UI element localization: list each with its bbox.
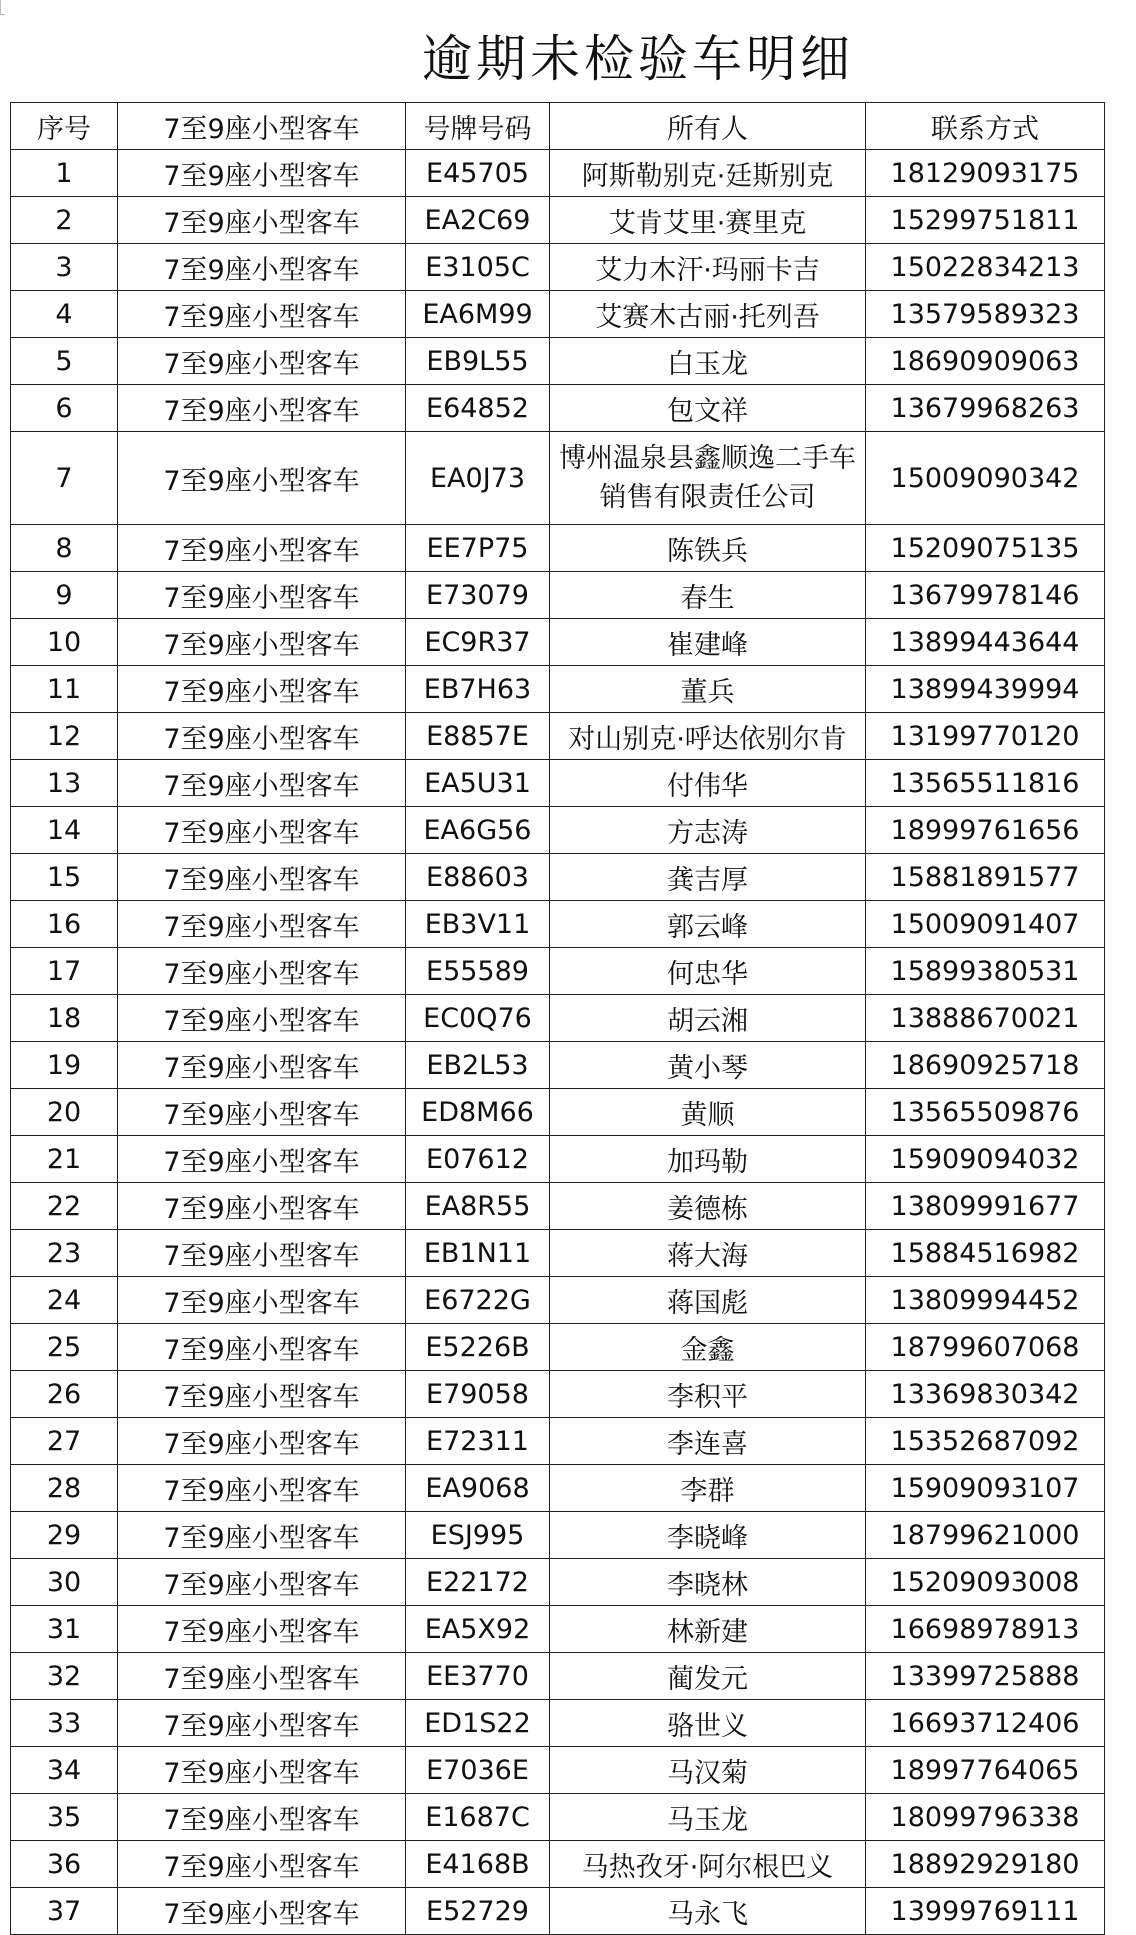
cell-owner: 黄顺 xyxy=(550,1089,866,1136)
cell-plate-number: E5226B xyxy=(406,1324,550,1371)
cell-phone: 18129093175 xyxy=(866,150,1105,197)
cell-phone: 13809991677 xyxy=(866,1183,1105,1230)
cell-vehicle-type: 7至9座小型客车 xyxy=(118,1841,406,1888)
cell-index: 34 xyxy=(11,1747,118,1794)
table-row xyxy=(11,1841,1105,1888)
cell-owner: 蒋大海 xyxy=(550,1230,866,1277)
cell-plate-number: E22172 xyxy=(406,1559,550,1606)
table-row xyxy=(11,1230,1105,1277)
cell-phone: 13679978146 xyxy=(866,572,1105,619)
cell-plate-number: E64852 xyxy=(406,385,550,432)
cell-vehicle-type: 7至9座小型客车 xyxy=(118,338,406,385)
cell-plate-number: EA5X92 xyxy=(406,1606,550,1653)
cell-index: 21 xyxy=(11,1136,118,1183)
cell-vehicle-type: 7至9座小型客车 xyxy=(118,1418,406,1465)
cell-index: 12 xyxy=(11,713,118,760)
header-owner: 所有人 xyxy=(550,103,866,150)
cell-vehicle-type: 7至9座小型客车 xyxy=(118,1324,406,1371)
cell-phone: 15909094032 xyxy=(866,1136,1105,1183)
cell-phone: 13899439994 xyxy=(866,666,1105,713)
cell-vehicle-type: 7至9座小型客车 xyxy=(118,150,406,197)
header-type: 7至9座小型客车 xyxy=(118,103,406,150)
cell-index: 22 xyxy=(11,1183,118,1230)
cell-owner: 阿斯勒别克·廷斯别克 xyxy=(550,150,866,197)
cell-vehicle-type: 7至9座小型客车 xyxy=(118,1606,406,1653)
table-row xyxy=(11,1794,1105,1841)
cell-vehicle-type: 7至9座小型客车 xyxy=(118,1653,406,1700)
cell-phone: 18799607068 xyxy=(866,1324,1105,1371)
cell-plate-number: E8857E xyxy=(406,713,550,760)
cell-plate-number: EE7P75 xyxy=(406,525,550,572)
cell-phone: 13999769111 xyxy=(866,1888,1105,1935)
table-row xyxy=(11,1371,1105,1418)
cell-phone: 15009091407 xyxy=(866,901,1105,948)
cell-phone: 15209075135 xyxy=(866,525,1105,572)
cell-vehicle-type: 7至9座小型客车 xyxy=(118,1136,406,1183)
cell-index: 9 xyxy=(11,572,118,619)
cell-vehicle-type: 7至9座小型客车 xyxy=(118,1089,406,1136)
cell-owner: 马热孜牙·阿尔根巴义 xyxy=(550,1841,866,1888)
cell-phone: 13399725888 xyxy=(866,1653,1105,1700)
cell-phone: 18690909063 xyxy=(866,338,1105,385)
cell-owner: 马玉龙 xyxy=(550,1794,866,1841)
table-row xyxy=(11,1559,1105,1606)
table-body xyxy=(11,150,1105,1935)
cell-owner: 董兵 xyxy=(550,666,866,713)
cell-index: 26 xyxy=(11,1371,118,1418)
table-row xyxy=(11,1277,1105,1324)
cell-plate-number: E1687C xyxy=(406,1794,550,1841)
cell-owner: 陈铁兵 xyxy=(550,525,866,572)
table-row xyxy=(11,1136,1105,1183)
table-row xyxy=(11,150,1105,197)
table-row xyxy=(11,197,1105,244)
cell-owner: 骆世义 xyxy=(550,1700,866,1747)
table-row xyxy=(11,1089,1105,1136)
table-row xyxy=(11,338,1105,385)
cell-index: 20 xyxy=(11,1089,118,1136)
cell-index: 37 xyxy=(11,1888,118,1935)
cell-index: 13 xyxy=(11,760,118,807)
cell-phone: 15299751811 xyxy=(866,197,1105,244)
cell-owner: 艾肯艾里·赛里克 xyxy=(550,197,866,244)
cell-phone: 18892929180 xyxy=(866,1841,1105,1888)
cell-plate-number: EA2C69 xyxy=(406,197,550,244)
cell-phone: 13899443644 xyxy=(866,619,1105,666)
cell-vehicle-type: 7至9座小型客车 xyxy=(118,1277,406,1324)
cell-index: 30 xyxy=(11,1559,118,1606)
cell-phone: 16698978913 xyxy=(866,1606,1105,1653)
cell-vehicle-type: 7至9座小型客车 xyxy=(118,1465,406,1512)
table-row xyxy=(11,619,1105,666)
cell-owner: 李群 xyxy=(550,1465,866,1512)
cell-index: 3 xyxy=(11,244,118,291)
cell-owner: 李晓峰 xyxy=(550,1512,866,1559)
cell-vehicle-type: 7至9座小型客车 xyxy=(118,995,406,1042)
cell-plate-number: E7036E xyxy=(406,1747,550,1794)
header-phone: 联系方式 xyxy=(866,103,1105,150)
cell-vehicle-type: 7至9座小型客车 xyxy=(118,432,406,525)
cell-vehicle-type: 7至9座小型客车 xyxy=(118,1371,406,1418)
cell-owner: 何忠华 xyxy=(550,948,866,995)
cell-owner: 艾赛木古丽·托列吾 xyxy=(550,291,866,338)
cell-index: 27 xyxy=(11,1418,118,1465)
cell-vehicle-type: 7至9座小型客车 xyxy=(118,197,406,244)
cell-index: 35 xyxy=(11,1794,118,1841)
cell-phone: 15909093107 xyxy=(866,1465,1105,1512)
cell-phone: 15209093008 xyxy=(866,1559,1105,1606)
cell-plate-number: EC9R37 xyxy=(406,619,550,666)
cell-index: 6 xyxy=(11,385,118,432)
cell-plate-number: E3105C xyxy=(406,244,550,291)
cell-owner: 艾力木汗·玛丽卡吉 xyxy=(550,244,866,291)
cell-owner: 马汉菊 xyxy=(550,1747,866,1794)
cell-index: 10 xyxy=(11,619,118,666)
table-row xyxy=(11,1512,1105,1559)
table-row xyxy=(11,525,1105,572)
cell-plate-number: EA6G56 xyxy=(406,807,550,854)
table-row xyxy=(11,1700,1105,1747)
cell-index: 24 xyxy=(11,1277,118,1324)
table-row xyxy=(11,385,1105,432)
cell-plate-number: E07612 xyxy=(406,1136,550,1183)
table-row xyxy=(11,291,1105,338)
cell-owner: 姜德栋 xyxy=(550,1183,866,1230)
cell-owner: 博州温泉县鑫顺逸二手车销售有限责任公司 xyxy=(550,432,866,525)
cell-plate-number: E52729 xyxy=(406,1888,550,1935)
cell-index: 31 xyxy=(11,1606,118,1653)
table-row xyxy=(11,901,1105,948)
table-row xyxy=(11,1418,1105,1465)
cell-index: 25 xyxy=(11,1324,118,1371)
cell-index: 4 xyxy=(11,291,118,338)
cell-plate-number: E4168B xyxy=(406,1841,550,1888)
cell-index: 18 xyxy=(11,995,118,1042)
cell-index: 17 xyxy=(11,948,118,995)
cell-plate-number: EB2L53 xyxy=(406,1042,550,1089)
cell-owner: 对山别克·呼达依别尔肯 xyxy=(550,713,866,760)
overdue-vehicle-table xyxy=(10,102,1105,1935)
cell-phone: 15884516982 xyxy=(866,1230,1105,1277)
cell-phone: 15009090342 xyxy=(866,432,1105,525)
table-row xyxy=(11,1465,1105,1512)
table-row xyxy=(11,713,1105,760)
cell-vehicle-type: 7至9座小型客车 xyxy=(118,807,406,854)
cell-owner: 包文祥 xyxy=(550,385,866,432)
table-row xyxy=(11,854,1105,901)
cell-plate-number: EC0Q76 xyxy=(406,995,550,1042)
cell-vehicle-type: 7至9座小型客车 xyxy=(118,291,406,338)
cell-index: 36 xyxy=(11,1841,118,1888)
cell-vehicle-type: 7至9座小型客车 xyxy=(118,901,406,948)
cell-index: 11 xyxy=(11,666,118,713)
table-row xyxy=(11,948,1105,995)
cell-plate-number: EA0J73 xyxy=(406,432,550,525)
cell-phone: 13579589323 xyxy=(866,291,1105,338)
cell-phone: 15899380531 xyxy=(866,948,1105,995)
cell-vehicle-type: 7至9座小型客车 xyxy=(118,854,406,901)
cell-phone: 15881891577 xyxy=(866,854,1105,901)
cell-index: 23 xyxy=(11,1230,118,1277)
table-row xyxy=(11,244,1105,291)
cell-phone: 13565509876 xyxy=(866,1089,1105,1136)
cell-owner: 李积平 xyxy=(550,1371,866,1418)
cell-owner: 方志涛 xyxy=(550,807,866,854)
cell-plate-number: EA5U31 xyxy=(406,760,550,807)
table-row xyxy=(11,760,1105,807)
cell-phone: 18099796338 xyxy=(866,1794,1105,1841)
table-row xyxy=(11,666,1105,713)
page-corner-mark xyxy=(0,0,5,15)
cell-owner: 李晓林 xyxy=(550,1559,866,1606)
cell-plate-number: EA6M99 xyxy=(406,291,550,338)
cell-index: 15 xyxy=(11,854,118,901)
cell-owner: 马永飞 xyxy=(550,1888,866,1935)
cell-plate-number: ED8M66 xyxy=(406,1089,550,1136)
cell-phone: 18999761656 xyxy=(866,807,1105,854)
cell-plate-number: EB7H63 xyxy=(406,666,550,713)
cell-owner: 胡云湘 xyxy=(550,995,866,1042)
cell-owner: 李连喜 xyxy=(550,1418,866,1465)
cell-owner: 林新建 xyxy=(550,1606,866,1653)
cell-vehicle-type: 7至9座小型客车 xyxy=(118,760,406,807)
cell-phone: 13679968263 xyxy=(866,385,1105,432)
cell-phone: 13888670021 xyxy=(866,995,1105,1042)
cell-plate-number: ESJ995 xyxy=(406,1512,550,1559)
cell-plate-number: EB3V11 xyxy=(406,901,550,948)
header-index: 序号 xyxy=(11,103,118,150)
cell-owner: 付伟华 xyxy=(550,760,866,807)
table-row xyxy=(11,995,1105,1042)
cell-vehicle-type: 7至9座小型客车 xyxy=(118,619,406,666)
cell-phone: 13199770120 xyxy=(866,713,1105,760)
cell-vehicle-type: 7至9座小型客车 xyxy=(118,1747,406,1794)
cell-index: 2 xyxy=(11,197,118,244)
cell-phone: 18997764065 xyxy=(866,1747,1105,1794)
cell-index: 8 xyxy=(11,525,118,572)
header-plate: 号牌号码 xyxy=(406,103,550,150)
cell-vehicle-type: 7至9座小型客车 xyxy=(118,1888,406,1935)
cell-vehicle-type: 7至9座小型客车 xyxy=(118,385,406,432)
cell-index: 29 xyxy=(11,1512,118,1559)
cell-index: 7 xyxy=(11,432,118,525)
cell-phone: 13809994452 xyxy=(866,1277,1105,1324)
cell-index: 33 xyxy=(11,1700,118,1747)
cell-owner: 龚吉厚 xyxy=(550,854,866,901)
cell-phone: 18690925718 xyxy=(866,1042,1105,1089)
cell-vehicle-type: 7至9座小型客车 xyxy=(118,525,406,572)
cell-phone: 13369830342 xyxy=(866,1371,1105,1418)
cell-vehicle-type: 7至9座小型客车 xyxy=(118,1700,406,1747)
cell-plate-number: EB1N11 xyxy=(406,1230,550,1277)
table-row xyxy=(11,572,1105,619)
table-row xyxy=(11,1747,1105,1794)
cell-owner: 黄小琴 xyxy=(550,1042,866,1089)
table-header xyxy=(11,103,1105,150)
cell-index: 5 xyxy=(11,338,118,385)
table-row xyxy=(11,1653,1105,1700)
cell-index: 16 xyxy=(11,901,118,948)
cell-vehicle-type: 7至9座小型客车 xyxy=(118,1512,406,1559)
cell-plate-number: EA8R55 xyxy=(406,1183,550,1230)
cell-vehicle-type: 7至9座小型客车 xyxy=(118,1230,406,1277)
cell-vehicle-type: 7至9座小型客车 xyxy=(118,1183,406,1230)
cell-owner: 蒋国彪 xyxy=(550,1277,866,1324)
cell-owner: 蔺发元 xyxy=(550,1653,866,1700)
cell-index: 32 xyxy=(11,1653,118,1700)
cell-plate-number: EA9068 xyxy=(406,1465,550,1512)
cell-plate-number: E72311 xyxy=(406,1418,550,1465)
cell-index: 19 xyxy=(11,1042,118,1089)
cell-owner: 崔建峰 xyxy=(550,619,866,666)
cell-owner: 金鑫 xyxy=(550,1324,866,1371)
page-title: 逾期未检验车明细 xyxy=(422,30,854,88)
table-row xyxy=(11,1606,1105,1653)
cell-plate-number: EE3770 xyxy=(406,1653,550,1700)
cell-vehicle-type: 7至9座小型客车 xyxy=(118,1559,406,1606)
cell-plate-number: ED1S22 xyxy=(406,1700,550,1747)
cell-plate-number: E79058 xyxy=(406,1371,550,1418)
cell-phone: 15352687092 xyxy=(866,1418,1105,1465)
table-row xyxy=(11,807,1105,854)
cell-plate-number: E88603 xyxy=(406,854,550,901)
cell-phone: 16693712406 xyxy=(866,1700,1105,1747)
table-row xyxy=(11,1042,1105,1089)
cell-index: 1 xyxy=(11,150,118,197)
header-row xyxy=(11,103,1105,150)
cell-vehicle-type: 7至9座小型客车 xyxy=(118,1794,406,1841)
cell-index: 28 xyxy=(11,1465,118,1512)
cell-owner: 郭云峰 xyxy=(550,901,866,948)
cell-phone: 13565511816 xyxy=(866,760,1105,807)
cell-vehicle-type: 7至9座小型客车 xyxy=(118,666,406,713)
cell-vehicle-type: 7至9座小型客车 xyxy=(118,713,406,760)
cell-plate-number: E73079 xyxy=(406,572,550,619)
cell-plate-number: E55589 xyxy=(406,948,550,995)
cell-owner: 春生 xyxy=(550,572,866,619)
cell-vehicle-type: 7至9座小型客车 xyxy=(118,948,406,995)
cell-owner: 加玛勒 xyxy=(550,1136,866,1183)
cell-vehicle-type: 7至9座小型客车 xyxy=(118,1042,406,1089)
table-row xyxy=(11,432,1105,525)
cell-vehicle-type: 7至9座小型客车 xyxy=(118,244,406,291)
table-row xyxy=(11,1888,1105,1935)
cell-plate-number: EB9L55 xyxy=(406,338,550,385)
cell-phone: 15022834213 xyxy=(866,244,1105,291)
cell-owner: 白玉龙 xyxy=(550,338,866,385)
cell-plate-number: E45705 xyxy=(406,150,550,197)
cell-vehicle-type: 7至9座小型客车 xyxy=(118,572,406,619)
table-row xyxy=(11,1324,1105,1371)
cell-phone: 18799621000 xyxy=(866,1512,1105,1559)
table-row xyxy=(11,1183,1105,1230)
cell-index: 14 xyxy=(11,807,118,854)
cell-plate-number: E6722G xyxy=(406,1277,550,1324)
